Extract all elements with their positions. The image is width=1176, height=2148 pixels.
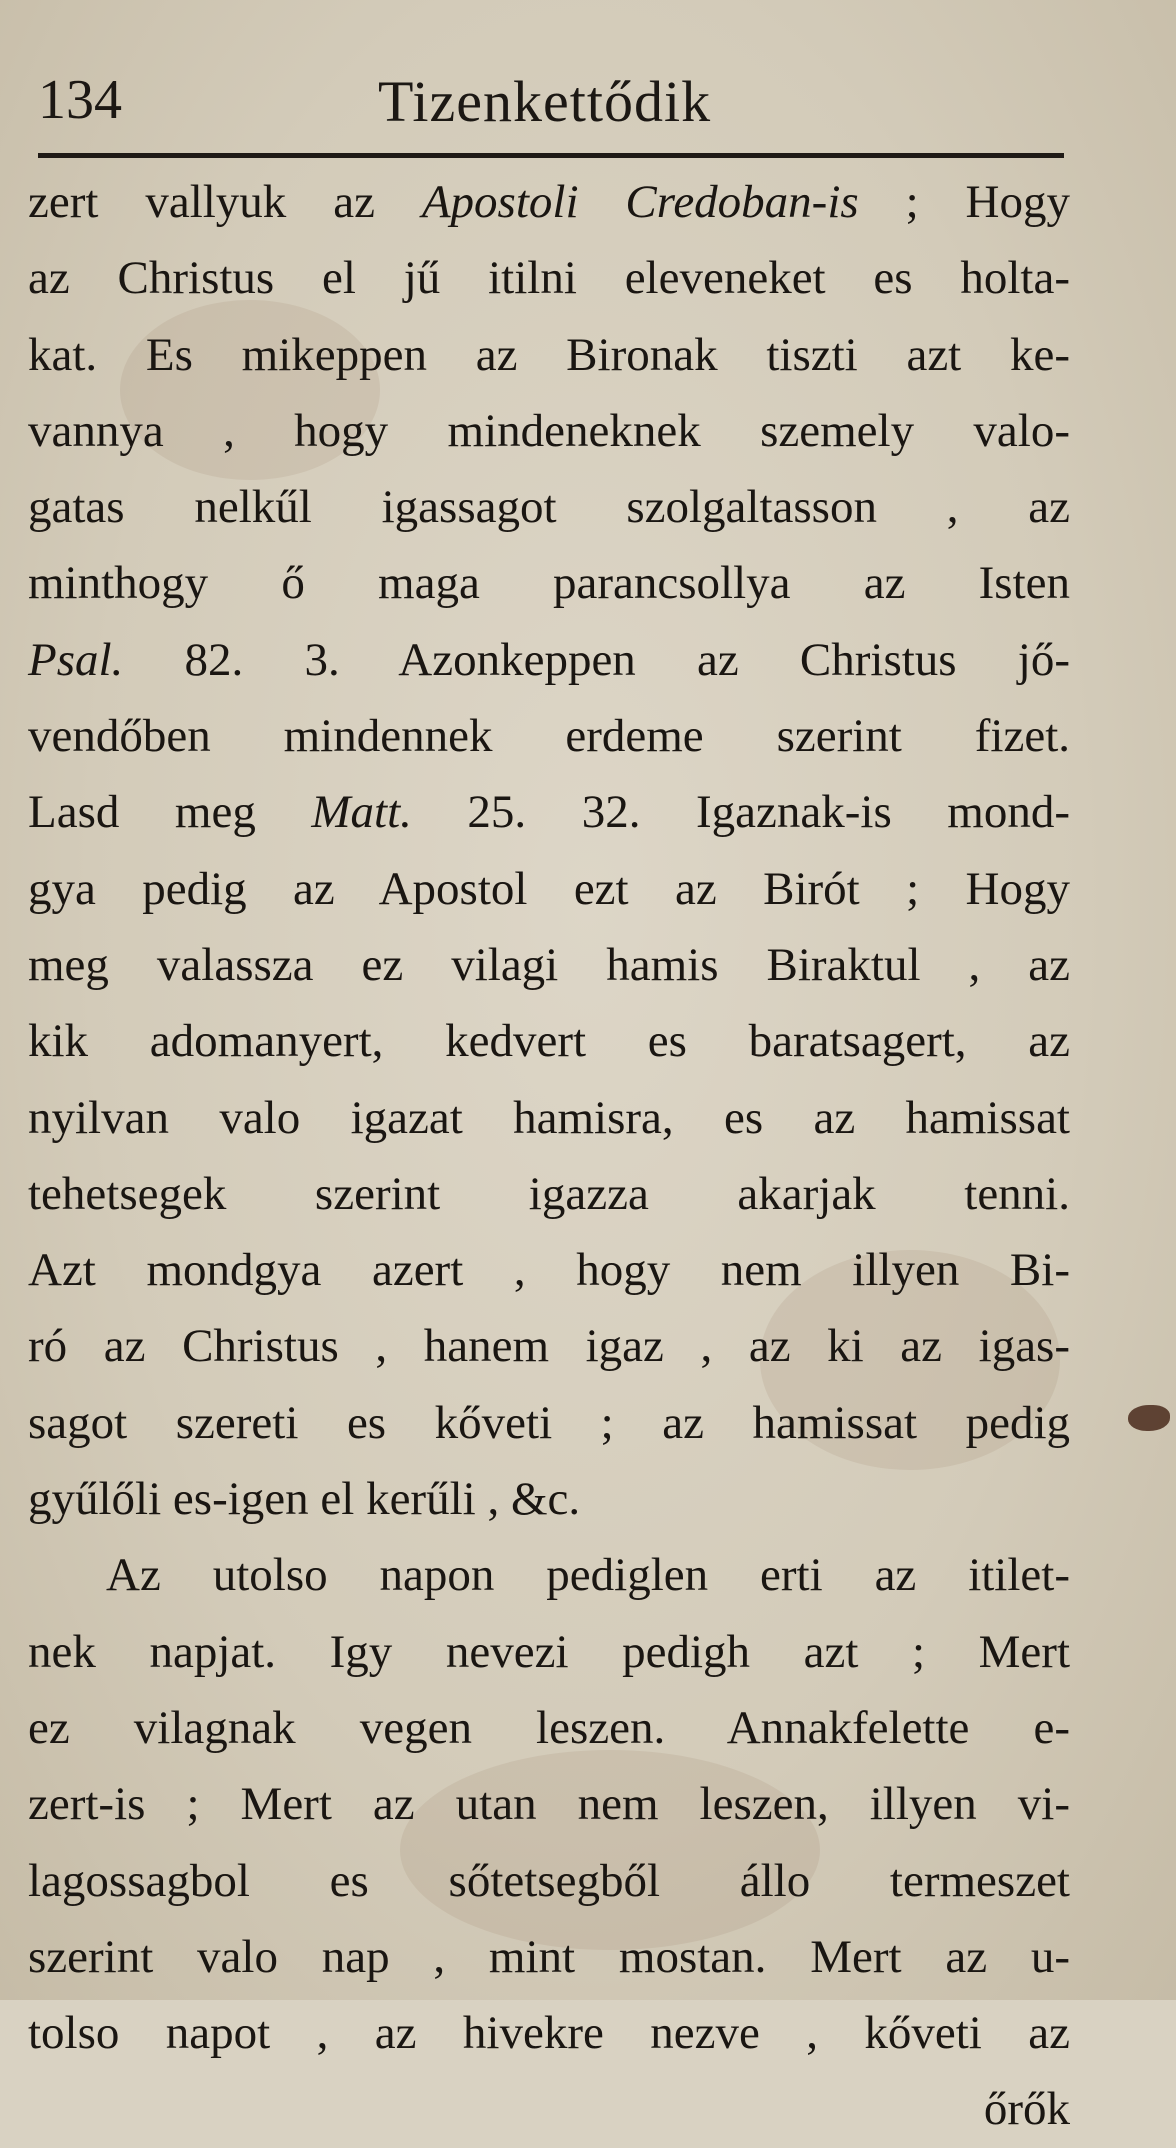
text-line <box>28 1766 1070 1842</box>
text-line <box>28 927 1070 1003</box>
text-line <box>28 1461 1070 1537</box>
text-segment: vannya , hogy mindeneknek szemely valo- <box>28 404 1070 457</box>
text-segment: lagossagbol es sőtetsegből állo termeszet <box>28 1854 1070 1907</box>
text-segment: Azt mondgya azert , hogy nem illyen Bi- <box>28 1244 1070 1297</box>
text-line <box>28 1080 1070 1156</box>
text-line <box>28 1614 1070 1690</box>
text-line <box>28 774 1070 850</box>
text-line <box>28 1232 1070 1308</box>
text-segment: gyűlőli es-igen el kerűli , &c. <box>28 1473 581 1526</box>
text-line <box>28 1003 1070 1079</box>
text-line <box>28 1843 1070 1919</box>
italic-reference: Psal. <box>28 633 124 686</box>
header-rule <box>38 153 1064 158</box>
text-segment: meg valassza ez vilagi hamis Biraktul , az <box>28 938 1070 991</box>
page-number: 134 <box>38 69 122 131</box>
text-segment: 82. 3. Azonkeppen az Christus jő- <box>123 633 1070 686</box>
text-segment: Lasd meg <box>28 786 312 839</box>
italic-reference: Apostoli Credoban-is <box>421 176 859 228</box>
text-line <box>28 1385 1070 1461</box>
text-line <box>28 164 1070 240</box>
text-line <box>28 393 1070 469</box>
text-segment: gatas nelkűl igassagot szolgaltasson , az <box>28 481 1070 534</box>
text-segment: zert-is ; Mert az utan nem leszen, illyen vi- <box>28 1778 1070 1831</box>
text-segment: kat. Es mikeppen az Bironak tiszti azt ke- <box>28 328 1070 381</box>
text-segment: Az utolso napon pediglen erti az itilet- <box>106 1549 1070 1602</box>
text-segment: az Christus el jű itilni eleveneket es holta- <box>28 252 1070 305</box>
text-segment: őrők <box>983 2083 1070 2136</box>
text-line <box>28 1919 1070 1995</box>
catchword <box>28 2071 1070 2147</box>
text-line <box>28 1995 1070 2071</box>
text-line <box>28 622 1070 698</box>
text-segment: vendőben mindennek erdeme szerint fizet. <box>28 710 1070 763</box>
text-segment: sagot szereti es kőveti ; az hamissat pedig <box>28 1396 1070 1449</box>
text-segment: minthogy ő maga parancsollya az Isten <box>28 557 1070 610</box>
italic-reference: Matt. <box>311 786 412 839</box>
text-segment: zert vallyuk az <box>28 176 422 228</box>
text-segment: 25. 32. Igaznak-is mond- <box>411 786 1070 839</box>
text-segment: nyilvan valo igazat hamisra, es az hamissat <box>28 1091 1070 1144</box>
text-segment: szerint valo nap , mint mostan. Mert az u- <box>28 1930 1070 1983</box>
text-line <box>28 1156 1070 1232</box>
text-line <box>28 1537 1070 1613</box>
text-line <box>28 317 1070 393</box>
text-line <box>28 240 1070 316</box>
text-line <box>28 851 1070 927</box>
page-header <box>28 62 1068 142</box>
text-line <box>28 1308 1070 1384</box>
text-segment: gya pedig az Apostol ezt az Birót ; Hogy <box>28 862 1070 915</box>
text-segment: nek napjat. Igy nevezi pedigh azt ; Mert <box>28 1625 1070 1678</box>
text-line <box>28 1690 1070 1766</box>
text-line <box>28 545 1070 621</box>
text-segment: ; Hogy <box>858 176 1070 228</box>
ink-blot <box>1128 1405 1170 1431</box>
text-line <box>28 469 1070 545</box>
text-line <box>28 698 1070 774</box>
text-segment: ez vilagnak vegen leszen. Annakfelette e- <box>28 1701 1070 1754</box>
running-title: Tizenkettődik <box>378 69 712 134</box>
text-segment: ró az Christus , hanem igaz , az ki az igas- <box>28 1320 1070 1373</box>
text-segment: tehetsegek szerint igazza akarjak tenni. <box>28 1167 1070 1220</box>
body-text <box>28 164 1070 2148</box>
text-segment: tolso napot , az hivekre nezve , kőveti az <box>28 2007 1070 2060</box>
text-segment: kik adomanyert, kedvert es baratsagert, az <box>28 1015 1070 1068</box>
